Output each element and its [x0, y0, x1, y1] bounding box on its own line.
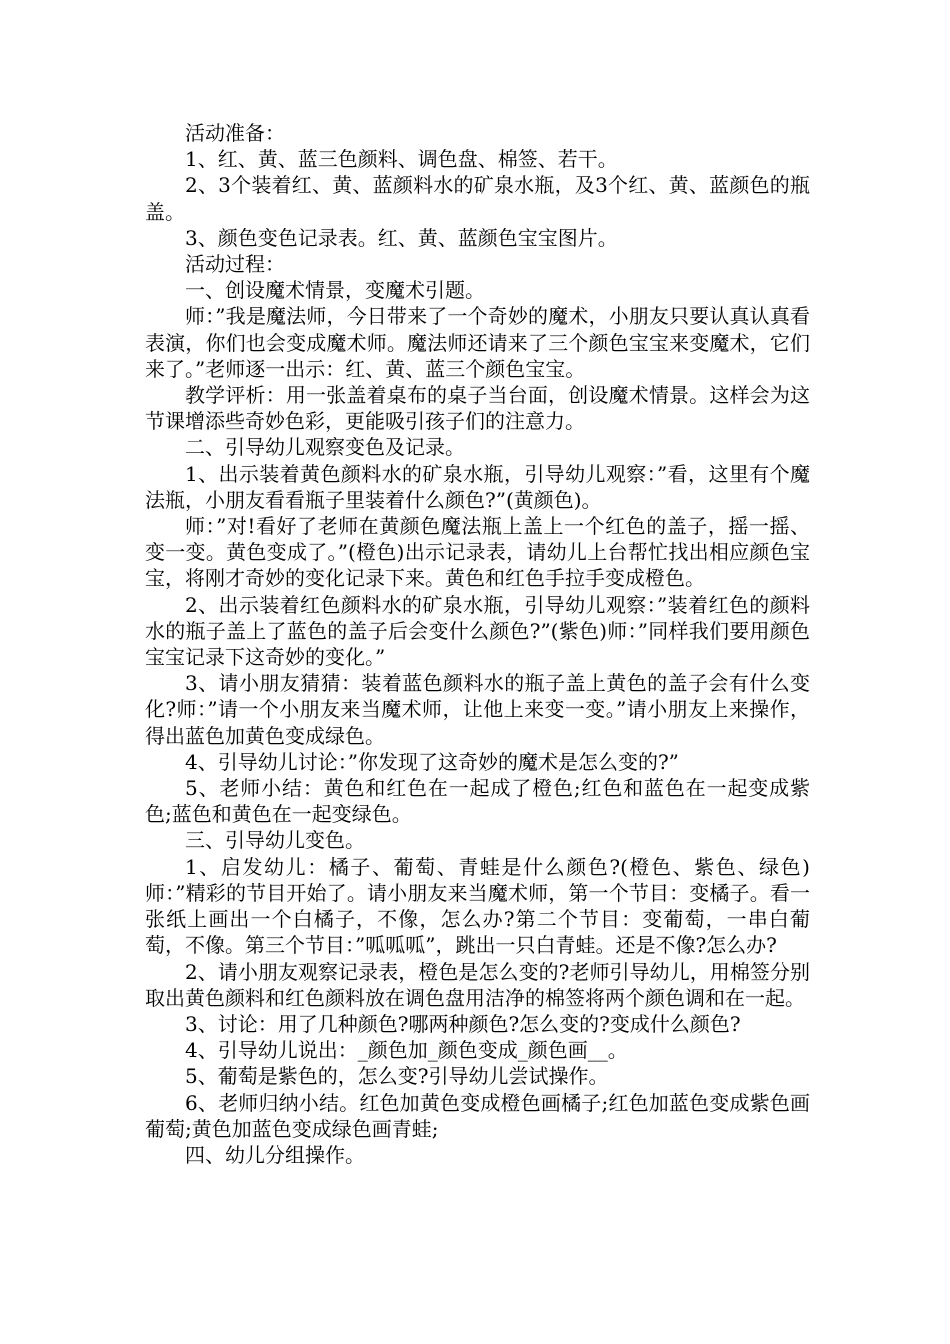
- section-heading: 三、引导幼儿变色。: [185, 828, 365, 853]
- section-heading: 四、幼儿分组操作。: [185, 1142, 365, 1167]
- paragraph: 6、老师归纳小结。红色加黄色变成橙色画橘子;红色加蓝色变成紫色画葡萄;黄色加蓝色变成绿色画青蛙;: [145, 1090, 810, 1141]
- paragraph: 3、颜色变色记录表。红、黄、蓝颜色宝宝图片。: [185, 225, 618, 250]
- paragraph: 2、3个装着红、黄、蓝颜料水的矿泉水瓶，及3个红、黄、蓝颜色的瓶盖。: [145, 173, 810, 224]
- paragraph: 5、老师小结：黄色和红色在一起成了橙色;红色和蓝色在一起变成紫色;蓝色和黄色在一起变绿色。: [145, 776, 810, 827]
- paragraph: 1、红、黄、蓝三色颜料、调色盘、棉签、若干。: [185, 147, 618, 172]
- paragraph: 2、出示装着红色颜料水的矿泉水瓶，引导幼儿观察：”装着红色的颜料水的瓶子盖上了蓝色的盖子后会变什么颜色?”(紫色)师：”同样我们要用颜色宝宝记录下这奇妙的变化。”: [145, 592, 810, 670]
- heading-process: 活动过程：: [185, 252, 285, 277]
- paragraph: 1、启发幼儿：橘子、葡萄、青蛙是什么颜色?(橙色、紫色、绿色)师：”精彩的节目开始了。请小朋友来当魔术师，第一个节目：变橘子。看一张纸上画出一个白橘子，不像，怎么办?第二个节目：变葡萄，一串白葡萄，不像。第三个节目：”呱呱呱”，跳出一只白青蛙。还是不像?怎么办?: [145, 854, 810, 958]
- paragraph: 教学评析：用一张盖着桌布的桌子当台面，创设魔术情景。这样会为这节课增添些奇妙色彩，更能吸引孩子们的注意力。: [145, 383, 810, 434]
- section-heading: 一、创设魔术情景，变魔术引题。: [185, 278, 485, 303]
- paragraph: 师：”我是魔法师，今日带来了一个奇妙的魔术，小朋友只要认真认真看表演，你们也会变成魔术师。魔法师还请来了三个颜色宝宝来变魔术，它们来了。”老师逐一出示：红、黄、蓝三个颜色宝宝。: [145, 304, 810, 381]
- document-body: [145, 120, 810, 1168]
- paragraph: 师：”对!看好了老师在黄颜色魔法瓶上盖上一个红色的盖子，摇一摇、变一变。黄色变成了。”(橙色)出示记录表，请幼儿上台帮忙找出相应颜色宝宝，将刚才奇妙的变化记录下来。黄色和红色手拉手变成橙色。: [145, 514, 810, 591]
- paragraph: 5、葡萄是紫色的，怎么变?引导幼儿尝试操作。: [185, 1064, 609, 1089]
- paragraph: 4、引导幼儿说出：_颜色加_颜色变成_颜色画__。: [185, 1038, 628, 1063]
- paragraph: 1、出示装着黄色颜料水的矿泉水瓶，引导幼儿观察：”看，这里有个魔法瓶，小朋友看看瓶子里装着什么颜色?”(黄颜色)。: [145, 461, 810, 512]
- heading-preparation: 活动准备：: [185, 121, 285, 145]
- paragraph: 4、引导幼儿讨论：”你发现了这奇妙的魔术是怎么变的?”: [185, 749, 679, 774]
- paragraph: 3、请小朋友猜猜：装着蓝色颜料水的瓶子盖上黄色的盖子会有什么变化?师：”请一个小朋友来当魔术师，让他上来变一变。”请小朋友上来操作，得出蓝色加黄色变成绿色。: [145, 671, 810, 748]
- section-heading: 二、引导幼儿观察变色及记录。: [185, 435, 465, 460]
- paragraph: 2、请小朋友观察记录表，橙色是怎么变的?老师引导幼儿，用棉签分别取出黄色颜料和红色颜料放在调色盘用洁净的棉签将两个颜色调和在一起。: [145, 959, 810, 1010]
- paragraph: 3、讨论：用了几种颜色?哪两种颜色?怎么变的?变成什么颜色?: [185, 1011, 741, 1036]
